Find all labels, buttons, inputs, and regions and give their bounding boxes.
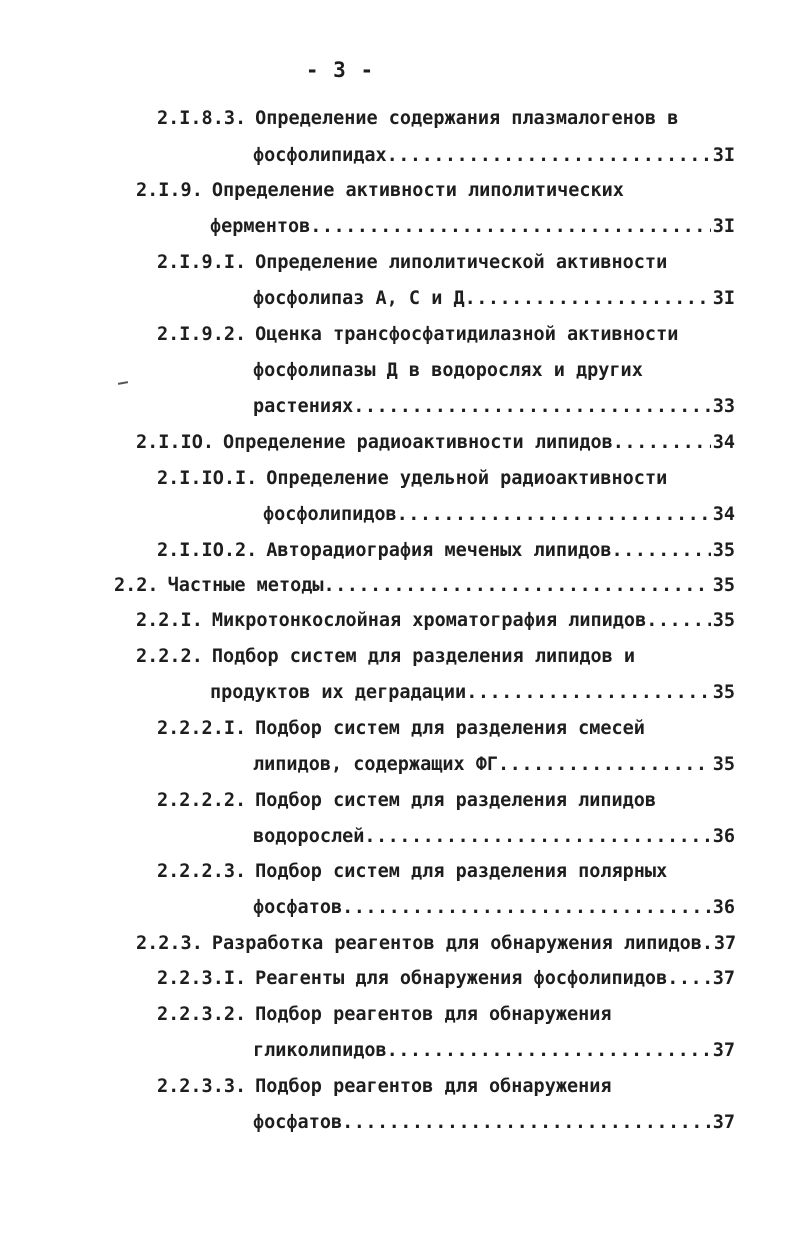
section-number: 2.2.2.3. xyxy=(157,861,247,882)
dot-leader xyxy=(364,822,710,852)
section-title: Определение содержания плазмалогенов в xyxy=(255,108,679,129)
dot-leader xyxy=(397,500,711,530)
page-reference: 34 xyxy=(712,504,735,525)
toc-entry-continuation xyxy=(253,1108,735,1138)
toc-entry-number-line xyxy=(157,1000,612,1030)
toc-entry-continuation xyxy=(253,750,735,780)
toc-entry-continuation xyxy=(253,392,735,422)
section-title: продуктов их деградации xyxy=(210,682,467,703)
dot-leader xyxy=(498,750,711,780)
page-reference: 37 xyxy=(713,933,737,954)
section-title: Разработка реагентов для обнаружения липидов xyxy=(211,933,702,954)
toc-entry xyxy=(157,964,735,994)
dot-leader xyxy=(342,893,711,923)
section-title: Микротонкослойная хроматография липидов xyxy=(211,610,647,631)
page-number: - 3 - xyxy=(305,58,375,82)
dot-leader xyxy=(702,929,712,959)
toc-entry xyxy=(136,929,735,959)
page-reference: 34 xyxy=(712,432,735,453)
toc-entry-continuation xyxy=(210,212,735,242)
toc-entry-continuation xyxy=(253,356,643,386)
section-number: 2.2.3.I. xyxy=(157,968,247,989)
toc-entry-number-line xyxy=(157,464,667,494)
section-title: Определение липолитической активности xyxy=(255,252,668,273)
section-title: Подбор систем для разделения полярных xyxy=(255,861,668,882)
section-title: Реагенты для обнаружения фосфолипидов xyxy=(255,968,668,989)
section-title: Частные методы xyxy=(167,575,324,596)
section-title: фосфолипидов xyxy=(263,504,397,525)
page-reference: 35 xyxy=(712,682,735,703)
dot-leader xyxy=(667,964,711,994)
section-number: 2.I.9.I. xyxy=(157,252,247,273)
toc-entry-continuation xyxy=(253,822,735,852)
page-reference: 37 xyxy=(712,1112,735,1133)
page-reference: 35 xyxy=(712,575,735,596)
toc-entry-number-line xyxy=(136,176,624,206)
toc-entry-number-line xyxy=(157,248,667,278)
section-number: 2.2.3.2. xyxy=(157,1004,247,1025)
toc-entry-number-line xyxy=(157,786,656,816)
page-reference: 3I xyxy=(712,288,735,309)
section-title: Определение активности липолитических xyxy=(211,180,624,201)
toc-entry xyxy=(136,606,735,636)
dot-leader xyxy=(465,284,711,314)
section-title: фосфатов xyxy=(253,897,343,918)
page-reference: 36 xyxy=(712,826,735,847)
toc-entry-continuation xyxy=(253,893,735,923)
dot-leader xyxy=(387,141,711,171)
page-reference: 37 xyxy=(712,968,735,989)
section-title: фосфолипазы Д в водорослях и других xyxy=(253,360,643,381)
section-number: 2.I.9.2. xyxy=(157,324,247,345)
page-reference: 35 xyxy=(712,540,735,561)
section-number: 2.I.9. xyxy=(136,180,203,201)
section-title: Определение удельной радиоактивности xyxy=(266,468,668,489)
dot-leader xyxy=(466,678,711,708)
section-number: 2.2.2.2. xyxy=(157,790,247,811)
section-title: гликолипидов xyxy=(253,1040,387,1061)
section-number: 2.I.IO.I. xyxy=(157,468,258,489)
toc-entry-number-line xyxy=(157,857,667,887)
dot-leader xyxy=(387,1036,711,1066)
section-title: фосфолипидах xyxy=(253,145,387,166)
dot-leader xyxy=(342,1108,711,1138)
toc-entry xyxy=(136,428,735,458)
toc-entry-continuation xyxy=(253,1036,735,1066)
section-title: Подбор систем для разделения липидов и xyxy=(211,646,636,667)
toc-entry xyxy=(114,571,735,601)
section-number: 2.2.3.3. xyxy=(157,1076,247,1097)
dot-leader xyxy=(353,392,710,422)
dot-leader xyxy=(324,571,711,601)
dot-leader xyxy=(310,212,710,242)
toc-entry xyxy=(157,536,735,566)
section-title: Подбор систем для разделения смесей xyxy=(255,718,645,739)
page-reference: 37 xyxy=(712,1040,735,1061)
toc-entry-number-line xyxy=(157,320,678,350)
section-title: фосфатов xyxy=(253,1112,343,1133)
section-title: Подбор реагентов для обнаружения xyxy=(255,1004,612,1025)
toc-entry-number-line xyxy=(136,642,635,672)
toc-entry-continuation xyxy=(253,284,735,314)
section-title: Оценка трансфосфатидилазной активности xyxy=(255,324,679,345)
section-title: Подбор систем для разделения липидов xyxy=(255,790,657,811)
section-title: липидов, содержащих ФГ xyxy=(253,754,499,775)
page-reference: 33 xyxy=(712,396,735,417)
section-title: растениях xyxy=(253,396,354,417)
section-title: Авторадиография меченых липидов xyxy=(266,540,612,561)
scan-mark xyxy=(118,381,128,385)
section-title: фосфолипаз А, С и Д xyxy=(253,288,465,309)
section-number: 2.2.2. xyxy=(136,646,203,667)
section-number: 2.I.IO. xyxy=(136,432,214,453)
section-number: 2.2. xyxy=(114,575,159,596)
toc-entry-number-line xyxy=(157,104,678,134)
section-title: ферментов xyxy=(210,216,311,237)
toc-entry-continuation xyxy=(210,678,735,708)
toc-entry-number-line xyxy=(157,1072,612,1102)
dot-leader xyxy=(646,606,711,636)
page-reference: 3I xyxy=(712,216,735,237)
section-number: 2.2.3. xyxy=(136,933,203,954)
section-number: 2.2.2.I. xyxy=(157,718,247,739)
section-number: 2.I.8.3. xyxy=(157,108,247,129)
toc-entry-continuation xyxy=(253,141,735,171)
section-title: Подбор реагентов для обнаружения xyxy=(255,1076,612,1097)
dot-leader xyxy=(612,536,711,566)
section-title: водорослей xyxy=(253,826,365,847)
page-reference: 3I xyxy=(712,145,735,166)
page-reference: 35 xyxy=(712,754,735,775)
toc-entry-number-line xyxy=(157,714,645,744)
page-reference: 35 xyxy=(712,610,735,631)
page-reference: 36 xyxy=(712,897,735,918)
section-number: 2.2.I. xyxy=(136,610,203,631)
section-number: 2.I.IO.2. xyxy=(157,540,258,561)
section-title: Определение радиоактивности липидов xyxy=(222,432,613,453)
dot-leader xyxy=(613,428,711,458)
toc-entry-continuation xyxy=(263,500,735,530)
